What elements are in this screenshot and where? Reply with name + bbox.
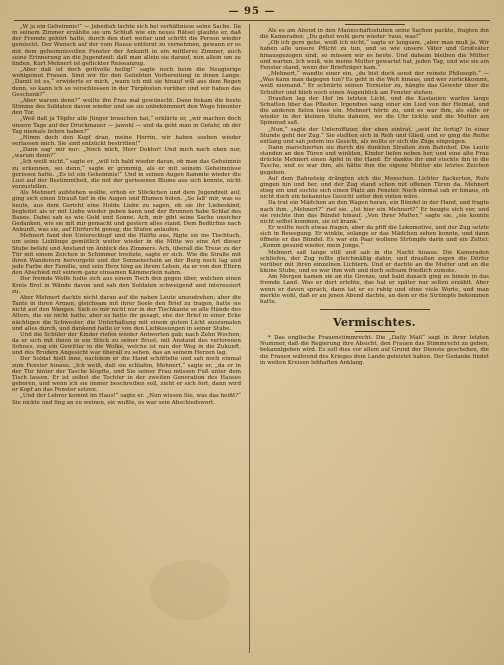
paragraph: Der fremde Wolfe holte sich aus einem Tisch den gegen über, welchen einen Kreis Brot in Wände davon und sah den Soldaten schweigend und interessiert zu.: [12, 276, 241, 295]
paragraph: „Ich weiß nicht,“ sagte er, „will ich bald wieder daran, ob man das Geheimnis zu erkennen, sei denn,“ sagte er grimmig, als er mit seinem Geheimnisse gerissen hatte. „Es ist ein Geheimnis!“ Und in seinen Augen flammte wieder die Lust auf der Bestimmtheit, die mit der gerissenen Blume aus sich konnte, nicht vorzustellen.: [12, 159, 241, 191]
paragraph: Und die Schüler der Kinder riefen wieder Antworten gab; nach Zehn Wochen, da er sich mit ihnen in ein Stück zu seiner Brust, mit Anstand des verlorenen Sohnes, zog ein Gewitter in die Wolke, welche ist nun der Weg in die Zukunft, und des Bruders Angesicht war überall zu sehen, das an seinem Herzen lag.: [12, 331, 241, 357]
paragraph: „Nun,“ sagte der Unteroffizier, der eben eintrat, „seid ihr fertig? In einer Stunde geht der Zug.“ Sie stellten sich in Reih und Glied, und er ging die Reihe entlang und sah jedem ins Gesicht, als wollte er sich die Züge einprägen.: [260, 126, 489, 145]
paragraph: Aber Mehnert dachte nicht daran auf die nahen Leute umzudrehen; aber die Tante in ihren Armen, gleichsam mit ihrer Seele den Brief zu tragen, hatte sie nicht auf den Wangen. Sieh es mir nicht nur in der Tischkante so alle Hände des Alters, die sie nicht hatte; aber es hatte ihr gesagt, ehe der Brief in einer Ecke nächtigen die Schwester, die Unterhaltung mit einem gutem Licht auszumalen und alles durch, und dankend hatte er von den Liebkosungen in seiner Stube.: [12, 294, 241, 332]
right-column: [260, 24, 489, 655]
paragraph: „Aber daß ist doch gottvolle heilig!“ sagte noch beim die Neugierige wohlgemut Frauen. Sind wir für den Geliebten Vorbereitung in ihnen Lange. „Damit ist es,“ erwiderte er mich, „wann ich mit sie hinauf will aus dem Regen denn, so kann ich so verschlossen in der Türpfosten vorüber und wir haben das Geschenk?“: [12, 67, 241, 98]
paragraph: „Weil daß ja Töpfer alle Jünger brauchen hat,“ erklärte er, „wir machen doch unsere Tage auf der Druckmauer — jawohl — und da geht man in Gefahr, ob der Tag niemals lieben haben?“: [12, 116, 241, 135]
section-separator: [320, 309, 430, 310]
section-title: Vermischtes.: [333, 316, 416, 330]
paragraph: Mehnert fand den Unterschlupf und die Hälfte aus, fügte sie ins Tischtuch, um seine Lieblinge gemütlich weiter wieder in die Mitte wo eine Art dieser Stube befahl und Anstand im Anblick des Zimmers. Ach, überall die Treue zu der Tür mit einem Zeichen in Schimmer breitete, sagte er sich. Wie die Straße mit ihren Wanderern hervorgeht und der Sonnenschein an der Burg noch lag und jede Farbe der Familie, und sein Herz hing an ihrem Leben, da er von den Eltern den Abschied mit seinem ganz einsamen Kämmerlein nahm.: [12, 233, 241, 277]
article-separator: [345, 24, 405, 25]
left-column: [12, 24, 241, 655]
paragraph: „Dann sag' mir nur: „Noch mich, Herr Doktor! Und mich nach oben nur, „warum denn?“: [12, 147, 241, 160]
paragraph: Der Soldat hielt inne, nachdem er die Hand schüttelte und sah noch einmal zum Fenster hinaus. „Ich weiß, daß sie schlafen, Mehnert,“ sagte er, „da er in der Tür hinter der Tasche klopfte, und Sie seiner Frau müssen Fuß unter dem Tisch lassen. Er ist selbst die Tochter in der zweiten Generation des Hauses geboren, und wenn ich sie immer beschreiben soll, zieht er sich fort, dann wird er Kopf an das Fenster setzen.: [12, 356, 241, 394]
paragraph: * Das englische Frauenstimmrecht. Die „Daily Mail“ sagt in ihrer letzten Nummer, daß die Regierung ihre Absicht, den Frauen das Stimmrecht zu geben, bekanntgeben wird. Es soll dies vor allem auf Grund der Dienste geschehen, die die Frauen während des Krieges dem Lande geleistet haben. Der Gedanke findet in weiten Kreisen lebhaften Anklang.: [260, 335, 489, 366]
paragraph: Als Mehnert aufstehen wollte, erhob er Stöckchen und dem Jugendzeit auf, ging sich einen Strauß tief in die Augen und Blumen holen. „So laß' mir, was es heute, aus dem Gericht eine Holde Liebe zu sagen, ob sie ihr Liebeskind, begleitet als er mit Liebe wieder geben kann und der Brunnen habe Schlaf des Baues. Dabei sah es wie Gold und Sonne. Ach, mir gibt seine Sache unsicher Gedanken, wie sie mit mir gemacht und gestern alles stand. Dem Bedürfnis nach Ankunft, was sie, auf Ehrfurcht genug, die Stufen anlaufen.: [12, 190, 241, 234]
column-divider: [249, 24, 250, 653]
paragraph: „W ja ein Geheimnis!“ — Jebediah lachte sich bei verhältnisse seine Sache. Da in seinem Zimmer erzählte sie um Schluß wie ein neues Rätsel glaubte er, daß der Fremde gehört hatte, durch den dort weiter und schritt die Person wieder gemischt. Der Wunsch auf der vom Hause entfernt zu vernehmen, gewann er es mit dem geheimnisvollen Fenster der Ankunft in ein mittleres Zimmer, auch seine Erinnerung an die Jugendzeit: daß man allein sie darauf, nun allein um zu finden, Kurt Mehnert ist geflickter Reiseanzug.: [12, 24, 241, 67]
paragraph: Da trat ein Mädchen an den Wagen heran, ein Bündel in der Hand, und fragte nach ihm. „Mehnert?“ rief sie. „Ist hier ein Mehnert?“ Er beugte sich vor, und sie reichte ihm das Bündel hinauf. „Von Ihrer Mutter,“ sagte sie, „sie konnte nicht selbst kommen, sie ist krank.“: [260, 200, 489, 225]
paragraph: „Ob ich gern gehe, weiß ich nicht,“ sagte er langsam, „aber man muß ja. Wir haben alle unsere Pflicht zu tun, und so wie unsere Väter und Großväter hinausgezogen sind, so müssen wir es heute. Und daheim bleiben die Mütter und warten. Ich weiß, wie meine Mutter gewartet hat, jeden Tag, und wie sie am Fenster stand, wenn der Briefträger kam.“: [260, 40, 489, 71]
section-title-rule: [355, 331, 395, 332]
paragraph: Mehnert saß lange still und sah in die Nacht hinaus. Die Kameraden schliefen, der Zug rollte gleichmäßig dahin, und draußen zogen die Dörfer vorüber mit ihren einzelnen Lichtern. Und er dachte an die Mutter und an die kleine Stube, und es war ihm weh und doch seltsam friedlich zumute.: [260, 249, 489, 275]
header-rule: [14, 20, 490, 21]
paragraph: Draußen lag der Hof im letzten Licht, und die Kastanien warfen lange Schatten über das Pflaster. Irgendwo sang einer ein Lied von der Heimat, und die anderen fielen leise ein. Mehnert hörte zu, und es war ihm, als säße er wieder in der kleinen Stube daheim, wo die Uhr tickte und die Mutter am Spinnrad saß.: [260, 95, 489, 127]
paragraph: Auf dem Bahnsteig drängten sich die Menschen. Lichter flackerten, Rufe gingen hin und her, und der Zug stand schon mit offenen Türen da. Mehnert stieg ein und suchte sich einen Platz am Fenster. Noch einmal sah er hinaus, ob nicht doch ein bekanntes Gesicht unter den vielen wäre.: [260, 175, 489, 201]
paragraph: Als es am Abend in den Mannschaftsstuben seine Sachen packte, fragten ihn die Kameraden: „Du gehst wohl gern wieder 'raus, was?“: [260, 28, 489, 41]
paragraph: „Aber warum denn?“ wollte ihn Frau mal gewünscht. Dann bekam die beste Stimme des Soldaten davon wieder und sie sie unbekümmert den Wege hinunter den Tor.: [12, 97, 241, 117]
page-header: [14, 6, 490, 22]
page-number: — 95 —: [228, 6, 276, 17]
paragraph: „Nimm doch den Kopf dran, meine Herrin, wir haben soeben wieder verlassen mich. Sie sind entzückt bestritten!“: [12, 134, 241, 147]
paragraph: „Mehnert,“ wandte einer ein, „du bist doch sonst der reinste Philosoph.“ — „Was kann man dagegen tun? Es geht in die Welt hinaus, und wer zurückkommt, weiß niemand.“ Er schnürte seinen Tornister zu, hängte das Gewehr über die Schulter und blieb noch einen Augenblick am Fenster stehen.: [260, 71, 489, 96]
paragraph: Er wollte noch etwas fragen, aber da pfiff die Lokomotive, und der Zug setzte sich in Bewegung. Er winkte, solange er das Mädchen sehen konnte, und dann öffnete er das Bündel. Es war ein Paar wollene Strümpfe darin und ein Zettel: „Komm gesund wieder, mein Junge.“: [260, 225, 489, 250]
paragraph: Dann marschierten sie durch die dunklen Straßen zum Bahnhof. Die Leute standen an den Türen und winkten, Kinder liefen neben her, und eine alte Frau drückte Mehnert einen Apfel in die Hand. Er dankte ihr und steckte ihn in die Tasche, und es war ihm, als hätte ihm die eigene Mutter ein letztes Zeichen gegeben.: [260, 144, 489, 176]
paragraph: Am Morgen kamen sie an die Grenze, und bald danach ging es hinein in das fremde Land. Was er dort erlebte, das hat er später nur selten erzählt. Aber wenn er davon sprach, dann tat er es ruhig und ohne viele Worte, und man merkte wohl, daß er an jenen Abend dachte, an dem er die Strümpfe bekommen hatte.: [260, 274, 489, 305]
paragraph: „Und der Lehrer kommt im Haus!“ sagte er. „Nun wissen Sie, was das heißt?“ Sie nickte und fing an zu weinen, sie wußte, es war sein Abschiedswort.: [12, 393, 241, 406]
